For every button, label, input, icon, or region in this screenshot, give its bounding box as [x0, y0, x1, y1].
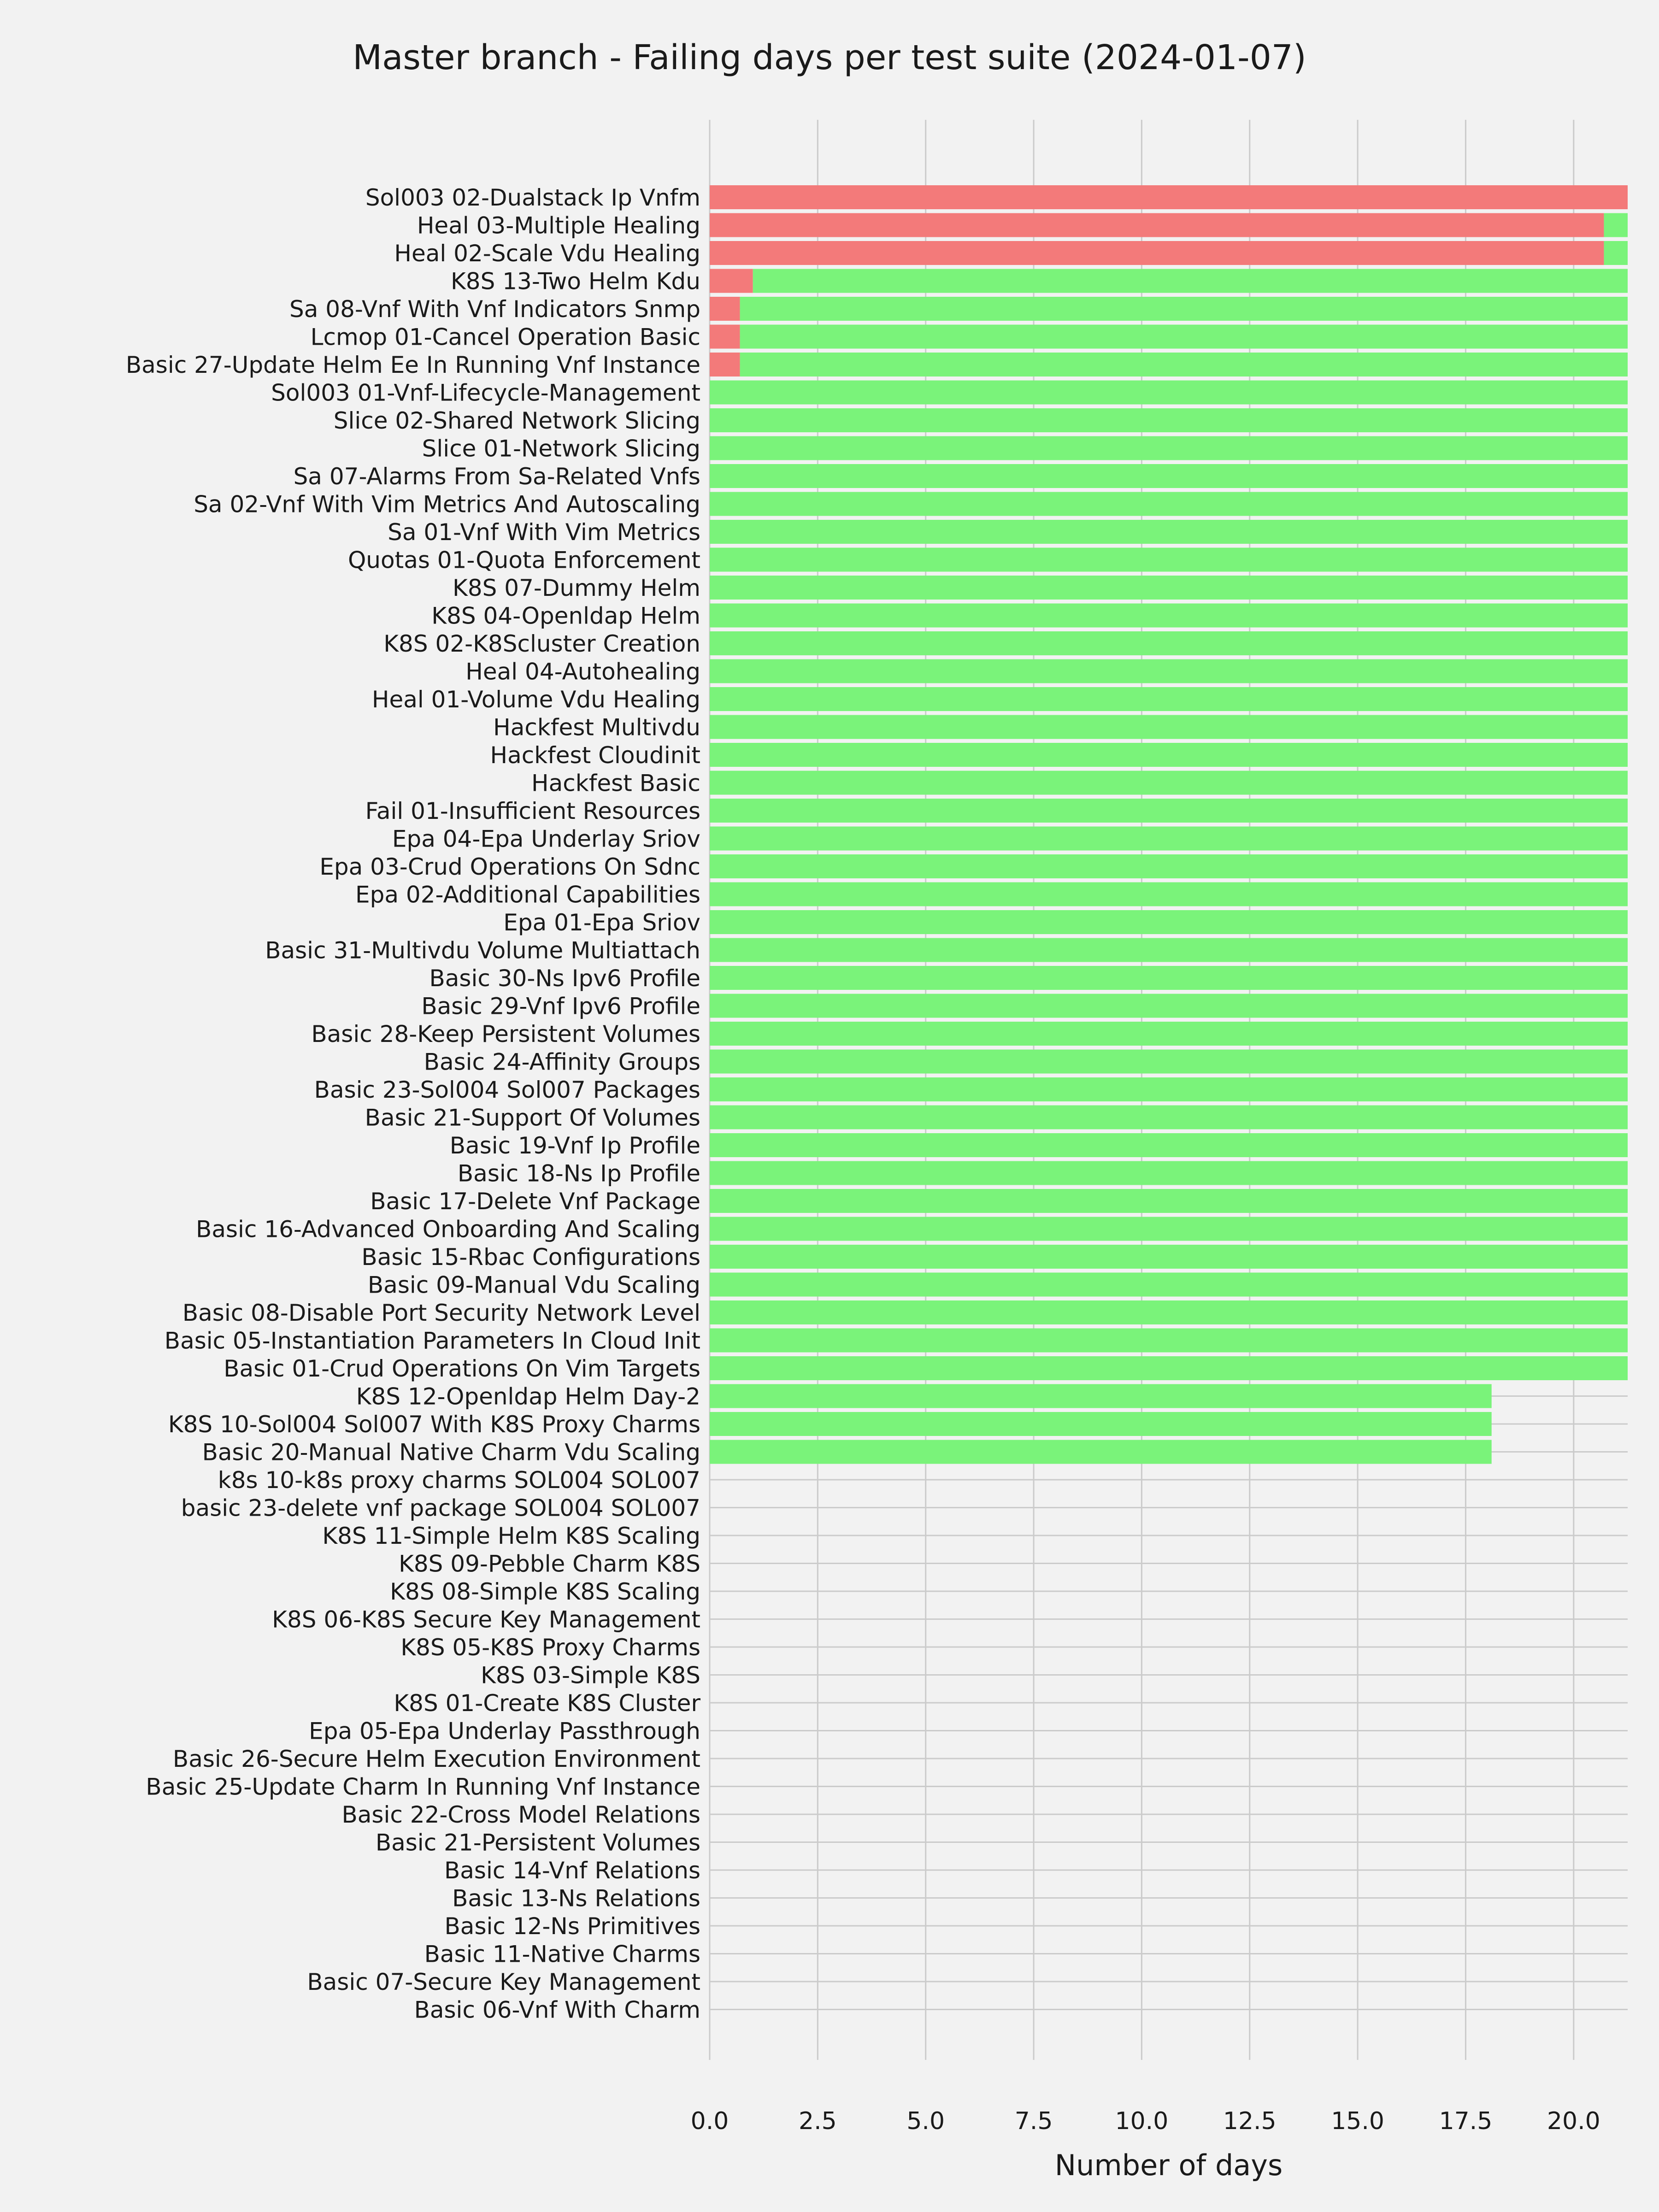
- bar-passing: [710, 715, 1628, 739]
- bar-passing: [1604, 241, 1628, 265]
- x-axis-label: Number of days: [1054, 2148, 1283, 2182]
- y-tick-label: K8S 11-Simple Helm K8S Scaling: [322, 1523, 700, 1549]
- bar-failing: [710, 213, 1604, 237]
- bar-passing: [710, 854, 1628, 878]
- y-tick-label: Basic 29-Vnf Ipv6 Profile: [421, 993, 700, 1020]
- y-tick-label: Hackfest Multivdu: [493, 714, 700, 741]
- y-tick-label: Sa 01-Vnf With Vim Metrics: [388, 519, 700, 546]
- bar-passing: [710, 576, 1628, 600]
- y-tick-label: Basic 05-Instantiation Parameters In Cloud Init: [164, 1327, 700, 1354]
- bar-failing: [710, 297, 740, 321]
- y-tick-label: Heal 01-Volume Vdu Healing: [371, 686, 700, 713]
- x-tick-label: 10.0: [1115, 2107, 1169, 2135]
- y-tick-label: Basic 13-Ns Relations: [452, 1885, 700, 1912]
- y-tick-label: K8S 01-Create K8S Cluster: [394, 1690, 700, 1717]
- x-tick-label: 20.0: [1547, 2107, 1600, 2135]
- bar-passing: [710, 1384, 1492, 1408]
- y-tick-label: Basic 07-Secure Key Management: [307, 1969, 700, 1995]
- x-tick-label: 12.5: [1223, 2107, 1277, 2135]
- bar-passing: [710, 464, 1628, 488]
- y-tick-label: Epa 01-Epa Sriov: [503, 909, 700, 936]
- bar-passing: [710, 799, 1628, 823]
- y-tick-label: Basic 31-Multivdu Volume Multiattach: [265, 937, 700, 964]
- bar-passing: [710, 882, 1628, 906]
- y-tick-label: K8S 02-K8Scluster Creation: [383, 630, 700, 657]
- y-tick-label: Fail 01-Insufficient Resources: [365, 798, 700, 824]
- y-tick-label: Basic 08-Disable Port Security Network Level: [182, 1300, 700, 1326]
- y-tick-label: Basic 27-Update Helm Ee In Running Vnf Instance: [125, 352, 700, 378]
- y-tick-label: K8S 12-Openldap Helm Day-2: [356, 1383, 700, 1410]
- y-tick-label: Basic 16-Advanced Onboarding And Scaling: [196, 1216, 700, 1243]
- bar-failing: [710, 353, 740, 377]
- y-tick-label: Basic 12-Ns Primitives: [444, 1913, 700, 1940]
- y-tick-label: Basic 20-Manual Native Charm Vdu Scaling: [202, 1439, 700, 1466]
- bar-passing: [740, 353, 1628, 377]
- y-tick-label: Basic 23-Sol004 Sol007 Packages: [314, 1077, 700, 1103]
- x-tick-label: 15.0: [1331, 2107, 1385, 2135]
- y-tick-label: Basic 24-Affinity Groups: [424, 1048, 700, 1076]
- y-tick-label: Slice 01-Network Slicing: [422, 435, 700, 462]
- y-tick-label: k8s 10-k8s proxy charms SOL004 SOL007: [218, 1467, 700, 1494]
- bar-passing: [710, 1440, 1492, 1464]
- y-tick-label: K8S 03-Simple K8S: [481, 1662, 700, 1689]
- bar-passing: [710, 938, 1628, 962]
- x-tick-label: 7.5: [1014, 2107, 1053, 2135]
- y-tick-label: Sol003 01-Vnf-Lifecycle-Management: [271, 379, 700, 406]
- y-tick-label: K8S 10-Sol004 Sol007 With K8S Proxy Charms: [168, 1411, 700, 1438]
- y-tick-label: Basic 21-Support Of Volumes: [365, 1104, 700, 1131]
- y-tick-label: Sa 02-Vnf With Vim Metrics And Autoscaling: [194, 491, 700, 518]
- bar-passing: [710, 1300, 1628, 1324]
- y-tick-label: Heal 02-Scale Vdu Healing: [394, 240, 700, 267]
- bar-passing: [710, 408, 1628, 432]
- bar-passing: [740, 297, 1628, 321]
- bar-failing: [710, 241, 1604, 265]
- bar-passing: [710, 1329, 1628, 1353]
- bar-passing: [710, 1077, 1628, 1101]
- bar-passing: [710, 1217, 1628, 1241]
- y-tick-label: Sa 07-Alarms From Sa-Related Vnfs: [293, 463, 700, 490]
- bar-passing: [710, 743, 1628, 767]
- bar-passing: [710, 966, 1628, 990]
- y-tick-label: K8S 04-Openldap Helm: [431, 602, 700, 629]
- bar-passing: [710, 1412, 1492, 1436]
- x-tick-labels: [691, 2107, 1600, 2135]
- y-tick-label: K8S 07-Dummy Helm: [453, 575, 700, 601]
- y-tick-label: Sol003 02-Dualstack Ip Vnfm: [365, 184, 700, 211]
- y-tick-label: Basic 18-Ns Ip Profile: [457, 1160, 700, 1187]
- y-tick-label: Epa 05-Epa Underlay Passthrough: [309, 1718, 700, 1745]
- y-tick-label: Sa 08-Vnf With Vnf Indicators Snmp: [289, 296, 700, 323]
- bar-failing: [710, 185, 1628, 209]
- y-tick-label: K8S 08-Simple K8S Scaling: [390, 1578, 700, 1605]
- y-tick-label: Basic 17-Delete Vnf Package: [370, 1188, 700, 1215]
- x-tick-label: 0.0: [690, 2107, 729, 2135]
- bar-passing: [710, 548, 1628, 572]
- y-tick-label: K8S 05-K8S Proxy Charms: [400, 1634, 700, 1661]
- y-tick-label: Basic 01-Crud Operations On Vim Targets: [224, 1355, 700, 1382]
- y-tick-label: Basic 22-Cross Model Relations: [341, 1801, 700, 1828]
- y-tick-label: Basic 21-Persistent Volumes: [375, 1829, 700, 1856]
- y-tick-label: Basic 14-Vnf Relations: [444, 1857, 700, 1884]
- bar-passing: [710, 631, 1628, 655]
- bar-passing: [753, 269, 1628, 293]
- y-tick-label: Hackfest Basic: [531, 770, 700, 797]
- bar-passing: [710, 436, 1628, 460]
- bar-passing: [740, 325, 1628, 349]
- bar-passing: [710, 520, 1628, 544]
- y-tick-label: K8S 09-Pebble Charm K8S: [399, 1550, 700, 1577]
- bar-failing: [710, 269, 753, 293]
- bar-passing: [710, 1245, 1628, 1269]
- bar-passing: [710, 604, 1628, 628]
- bar-passing: [710, 827, 1628, 851]
- bar-passing: [710, 994, 1628, 1018]
- y-tick-label: Basic 06-Vnf With Charm: [414, 1996, 700, 2024]
- bar-passing: [710, 381, 1628, 405]
- bar-passing: [710, 1356, 1628, 1380]
- bar-passing: [710, 1106, 1628, 1130]
- y-tick-label: Basic 15-Rbac Configurations: [361, 1244, 700, 1271]
- bar-passing: [710, 910, 1628, 934]
- bar-passing: [1604, 213, 1628, 237]
- y-tick-label: Basic 28-Keep Persistent Volumes: [311, 1021, 700, 1047]
- bar-passing: [710, 1189, 1628, 1213]
- y-tick-label: Heal 04-Autohealing: [465, 658, 700, 685]
- y-tick-label: Basic 09-Manual Vdu Scaling: [367, 1271, 700, 1299]
- y-tick-label: Basic 25-Update Charm In Running Vnf Instance: [146, 1773, 700, 1800]
- x-tick-label: 2.5: [799, 2107, 837, 2135]
- y-tick-label: Epa 03-Crud Operations On Sdnc: [319, 853, 700, 880]
- bar-passing: [710, 1133, 1628, 1157]
- bar-passing: [710, 687, 1628, 711]
- x-tick-label: 5.0: [906, 2107, 945, 2135]
- y-tick-label: basic 23-delete vnf package SOL004 SOL007: [181, 1494, 700, 1522]
- bar-failing: [710, 325, 740, 349]
- y-tick-label: Quotas 01-Quota Enforcement: [347, 547, 700, 574]
- bar-passing: [710, 1161, 1628, 1185]
- y-tick-label: Lcmop 01-Cancel Operation Basic: [310, 324, 700, 351]
- y-tick-label: Basic 19-Vnf Ip Profile: [449, 1132, 700, 1159]
- y-tick-label: Epa 04-Epa Underlay Sriov: [392, 825, 700, 853]
- y-tick-label: Heal 03-Multiple Healing: [417, 212, 700, 239]
- y-tick-label: Basic 11-Native Charms: [424, 1941, 700, 1968]
- x-tick-label: 17.5: [1439, 2107, 1493, 2135]
- chart-title: Master branch - Failing days per test suite (2024-01-07): [353, 38, 1306, 77]
- y-tick-label: K8S 13-Two Helm Kdu: [450, 268, 700, 295]
- bar-passing: [710, 1050, 1628, 1074]
- y-tick-label: Basic 26-Secure Helm Execution Environment: [172, 1746, 700, 1772]
- bar-passing: [710, 1022, 1628, 1046]
- y-tick-label: Slice 02-Shared Network Slicing: [333, 407, 700, 434]
- bar-passing: [710, 771, 1628, 795]
- y-tick-label: K8S 06-K8S Secure Key Management: [272, 1606, 700, 1633]
- bar-passing: [710, 492, 1628, 516]
- y-tick-label: Hackfest Cloudinit: [490, 742, 700, 769]
- bar-passing: [710, 1273, 1628, 1297]
- bar-passing: [710, 659, 1628, 683]
- y-tick-label: Epa 02-Additional Capabilities: [355, 881, 700, 908]
- y-tick-label: Basic 30-Ns Ipv6 Profile: [429, 965, 700, 992]
